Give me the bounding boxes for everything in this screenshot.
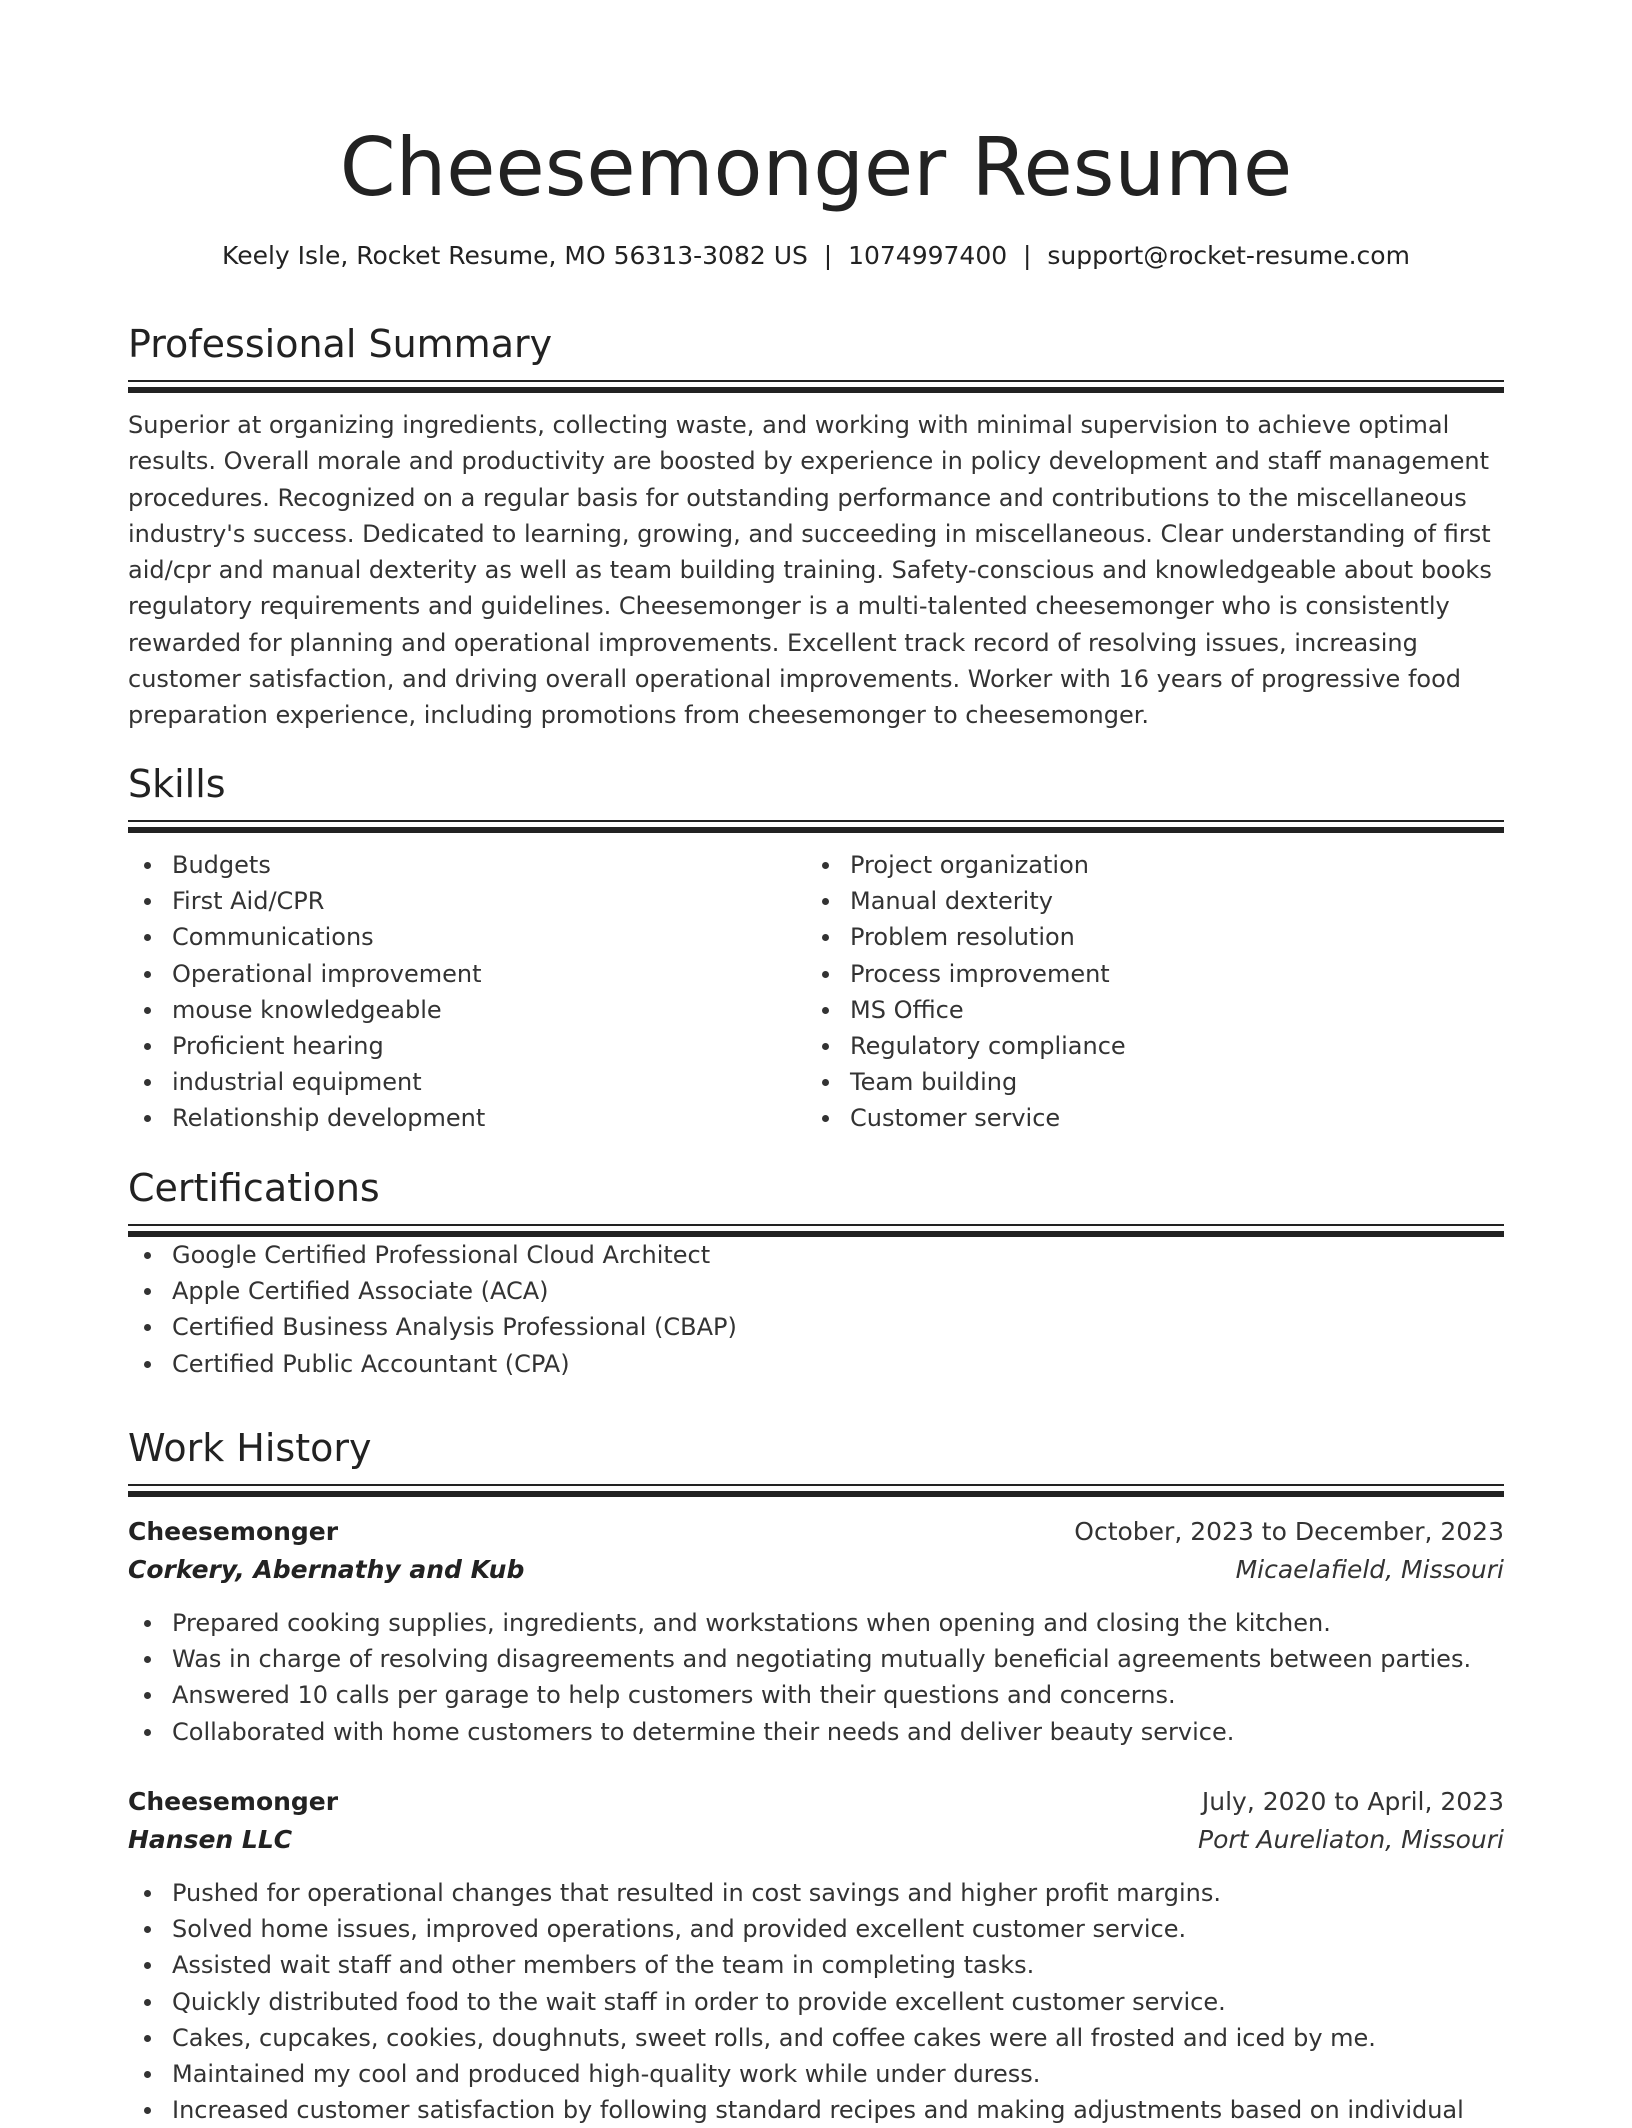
job-duty: Solved home issues, improved operations, and provided excellent customer service. bbox=[128, 1911, 1504, 1947]
skill-item: Team building bbox=[806, 1064, 1484, 1100]
section-divider bbox=[128, 1224, 1504, 1237]
certification-item: Certified Business Analysis Professional (CBAP) bbox=[128, 1309, 1504, 1345]
job-duty: Was in charge of resolving disagreements and negotiating mutually beneficial agreements between parties. bbox=[128, 1641, 1504, 1677]
job-duty: Pushed for operational changes that resulted in cost savings and higher profit margins. bbox=[128, 1875, 1504, 1911]
skills-list-right bbox=[806, 847, 1484, 1137]
job-duties-list bbox=[128, 1875, 1504, 2128]
skill-item: Relationship development bbox=[128, 1100, 806, 1136]
work-history-heading: Work History bbox=[128, 1426, 372, 1470]
summary-section bbox=[128, 318, 1504, 734]
resume-title: Cheesemonger Resume bbox=[339, 121, 1293, 214]
section-divider bbox=[128, 820, 1504, 833]
job-duty: Maintained my cool and produced high-quality work while under duress. bbox=[128, 2056, 1504, 2092]
job-title: Cheesemonger bbox=[128, 1787, 339, 1816]
skill-item: Operational improvement bbox=[128, 956, 806, 992]
job-company: Corkery, Abernathy and Kub bbox=[128, 1555, 525, 1584]
job-location: Micaelafield, Missouri bbox=[1235, 1555, 1504, 1584]
skill-item: MS Office bbox=[806, 992, 1484, 1028]
skill-item: Communications bbox=[128, 919, 806, 955]
skill-item: Manual dexterity bbox=[806, 883, 1484, 919]
job-company: Hansen LLC bbox=[128, 1825, 293, 1854]
work-history-section bbox=[128, 1422, 1504, 1497]
job-duty: Increased customer satisfaction by following standard recipes and making adjustments based on individual bbox=[128, 2092, 1504, 2128]
contact-line: Keely Isle, Rocket Resume, MO 56313-3082 US | 1074997400 | support@rocket-resume.com bbox=[222, 241, 1410, 270]
section-divider bbox=[128, 380, 1504, 393]
certification-item: Apple Certified Associate (ACA) bbox=[128, 1273, 1504, 1309]
skills-heading: Skills bbox=[128, 762, 226, 806]
job-dates: October, 2023 to December, 2023 bbox=[1074, 1517, 1504, 1546]
job-duty: Collaborated with home customers to determine their needs and deliver beauty service. bbox=[128, 1714, 1504, 1750]
job-duty: Assisted wait staff and other members of the team in completing tasks. bbox=[128, 1947, 1504, 1983]
skill-item: Customer service bbox=[806, 1100, 1484, 1136]
summary-heading: Professional Summary bbox=[128, 322, 553, 366]
skill-item: Budgets bbox=[128, 847, 806, 883]
skill-item: industrial equipment bbox=[128, 1064, 806, 1100]
skill-item: Regulatory compliance bbox=[806, 1028, 1484, 1064]
summary-text: Superior at organizing ingredients, collecting waste, and working with minimal supervision to achieve optimal results. Overall morale and productivity are boosted by experience in policy development and staff management procedures. Recognized on a regular basis for outstanding performance and contributions to the miscellaneous industry's success. Dedicated to learning, growing, and succeeding in miscellaneous. Clear understanding of first aid/cpr and manual dexterity as well as team building training. Safety-conscious and knowledgeable about books regulatory requirements and guidelines. Cheesemonger is a multi-talented cheesemonger who is consistently rewarded for planning and operational improvements. Excellent track record of resolving issues, increasing customer satisfaction, and driving overall operational improvements. Worker with 16 years of progressive food preparation experience, including promotions from cheesemonger to cheesemonger. bbox=[128, 411, 1492, 730]
job-duty: Cakes, cupcakes, cookies, doughnuts, sweet rolls, and coffee cakes were all frosted and iced by me. bbox=[128, 2020, 1504, 2056]
job-location: Port Aureliaton, Missouri bbox=[1198, 1825, 1504, 1854]
certifications-heading: Certifications bbox=[128, 1166, 380, 1210]
skill-item: Proficient hearing bbox=[128, 1028, 806, 1064]
skill-item: mouse knowledgeable bbox=[128, 992, 806, 1028]
skill-item: Process improvement bbox=[806, 956, 1484, 992]
skill-item: First Aid/CPR bbox=[128, 883, 806, 919]
job-dates: July, 2020 to April, 2023 bbox=[1201, 1787, 1504, 1816]
job-entry bbox=[128, 1783, 1504, 2128]
job-title: Cheesemonger bbox=[128, 1517, 339, 1546]
certification-item: Google Certified Professional Cloud Architect bbox=[128, 1237, 1504, 1273]
skill-item: Project organization bbox=[806, 847, 1484, 883]
job-duty: Answered 10 calls per garage to help customers with their questions and concerns. bbox=[128, 1677, 1504, 1713]
skills-columns bbox=[128, 847, 1504, 1137]
job-entry bbox=[128, 1513, 1504, 1750]
skills-section bbox=[128, 758, 1504, 1137]
skills-list-left bbox=[128, 847, 806, 1137]
skill-item: Problem resolution bbox=[806, 919, 1484, 955]
job-duty: Quickly distributed food to the wait staff in order to provide excellent customer service. bbox=[128, 1984, 1504, 2020]
certifications-section bbox=[128, 1162, 1504, 1382]
certification-item: Certified Public Accountant (CPA) bbox=[128, 1346, 1504, 1382]
job-duties-list bbox=[128, 1605, 1504, 1750]
certifications-list bbox=[128, 1237, 1504, 1382]
job-duty: Prepared cooking supplies, ingredients, and workstations when opening and closing the kitchen. bbox=[128, 1605, 1504, 1641]
section-divider bbox=[128, 1484, 1504, 1497]
